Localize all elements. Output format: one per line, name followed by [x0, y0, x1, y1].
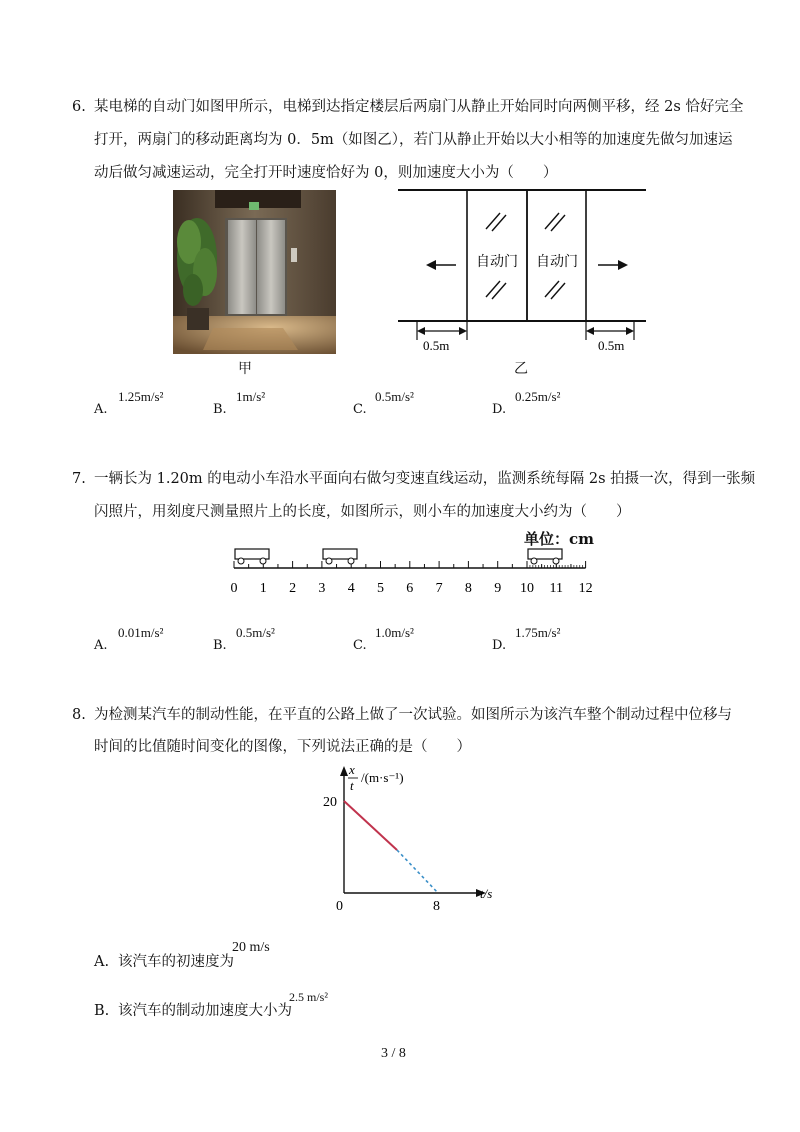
graph-line-dashed — [397, 850, 438, 893]
q6-option-a-letter: A. — [94, 402, 108, 417]
q6-text-line2: 打开，两扇门的移动距离均为 0．5m（如图乙），若门从静止开始以大小相等的加速度先做匀加速运 — [94, 132, 733, 148]
ruler-tick-label: 7 — [435, 581, 443, 595]
q6-option-b-value: 1m/s² — [236, 389, 266, 404]
ruler-tick-label: 0 — [230, 581, 238, 595]
q7-option-c-value: 1.0m/s² — [375, 625, 414, 640]
q7-option-b-value: 0.5m/s² — [236, 625, 275, 640]
q7-option-d-value: 1.75m/s² — [515, 625, 561, 640]
q6-option-d-value: 0.25m/s² — [515, 389, 561, 404]
q6-number: 6. — [72, 99, 86, 115]
door-diagram — [388, 185, 650, 355]
q7-option-d-letter: D. — [492, 638, 507, 653]
q7-option-c-letter: C. — [353, 638, 367, 653]
q8-option-a-value: 20 m/s — [232, 940, 270, 955]
q7-number: 7. — [72, 471, 86, 487]
q8-option-b-value: 2.5 m/s² — [289, 990, 328, 1004]
ruler-diagram — [220, 545, 600, 595]
xt-graph — [320, 758, 510, 918]
q8-number: 8. — [72, 707, 86, 723]
q8-option-b-letter: B. — [94, 1003, 110, 1019]
y-label-x: x — [349, 762, 355, 777]
q7-text-line2: 闪照片，用刻度尺测量照片上的长度，如图所示，则小车的加速度大小约为（ ） — [94, 504, 631, 520]
car-body — [528, 549, 562, 559]
car-body — [235, 549, 269, 559]
car-2 — [323, 549, 357, 564]
ruler-tick-label: 1 — [259, 581, 267, 595]
fig-jia-caption: 甲 — [238, 361, 252, 377]
q7-option-a-value: 0.01m/s² — [118, 625, 164, 640]
origin-label: 0 — [336, 899, 343, 914]
dist-left-label: 0.5m — [423, 338, 450, 353]
ruler-tick-label: 12 — [578, 581, 593, 595]
fig-yi-caption: 乙 — [514, 361, 528, 377]
car-wheel — [531, 558, 537, 564]
q7-option-a-letter: A. — [94, 638, 108, 653]
car-3 — [528, 549, 562, 564]
door-label-right: 自动门 — [536, 255, 578, 270]
q7-text-line1: 一辆长为 1.20m 的电动小车沿水平面向右做匀变速直线运动，监测系统每隔 2s 拍摄一次，得到一张频 — [94, 471, 756, 487]
ruler-tick-label: 3 — [318, 581, 326, 595]
car-body — [323, 549, 357, 559]
x-tick-8: 8 — [433, 899, 440, 914]
q7-option-b-letter: B. — [213, 638, 227, 653]
q6-option-a-value: 1.25m/s² — [118, 389, 164, 404]
q6-option-c-value: 0.5m/s² — [375, 389, 414, 404]
door-label-left: 自动门 — [476, 255, 518, 270]
ruler-tick-label: 8 — [464, 581, 472, 595]
q8-option-b-text: 该汽车的制动加速度大小为 — [118, 1003, 292, 1019]
ruler-tick-label: 10 — [520, 581, 534, 595]
y-label-t: t — [350, 778, 354, 793]
y-tick-20: 20 — [323, 795, 337, 810]
q6-option-d-letter: D. — [492, 402, 507, 417]
q8-option-a-letter: A. — [94, 954, 110, 970]
graph-line-solid — [344, 801, 397, 850]
y-axis-arrow — [340, 766, 348, 776]
ruler-tick-label: 4 — [347, 581, 355, 595]
ruler-tick-label: 11 — [549, 581, 564, 595]
q8-text-line2: 时间的比值随时间变化的图像，下列说法正确的是（ ） — [94, 739, 471, 755]
page-number: 3 / 8 — [381, 1046, 406, 1061]
ruler-tick-label: 9 — [494, 581, 502, 595]
q8-text-line1: 为检测某汽车的制动性能，在平直的公路上做了一次试验。如图所示为该汽车整个制动过程中位移与 — [94, 707, 732, 723]
elevator-photo — [173, 190, 336, 354]
car-wheel — [553, 558, 559, 564]
car-wheel — [260, 558, 266, 564]
car-1 — [235, 549, 269, 564]
q6-option-b-letter: B. — [213, 402, 227, 417]
car-wheel — [238, 558, 244, 564]
dist-right-label: 0.5m — [598, 338, 625, 353]
q8-option-a-text: 该汽车的初速度为 — [118, 954, 234, 970]
q6-text-line1: 某电梯的自动门如图甲所示，电梯到达指定楼层后两扇门从静止开始同时向两侧平移，经 2s 恰好完全 — [94, 99, 744, 115]
ruler-tick-label: 5 — [377, 581, 384, 595]
car-wheel — [348, 558, 354, 564]
car-wheel — [326, 558, 332, 564]
ruler-tick-label: 6 — [406, 581, 414, 595]
ruler-tick-label: 2 — [289, 581, 297, 595]
q6-option-c-letter: C. — [353, 402, 367, 417]
x-axis-label: t/s — [480, 886, 493, 901]
y-axis-unit: /(m·s⁻¹) — [361, 770, 404, 785]
ruler-unit-label: 单位：cm — [524, 530, 595, 548]
q6-text-line3: 动后做匀减速运动，完全打开时速度恰好为 0，则加速度大小为（ ） — [94, 165, 558, 181]
